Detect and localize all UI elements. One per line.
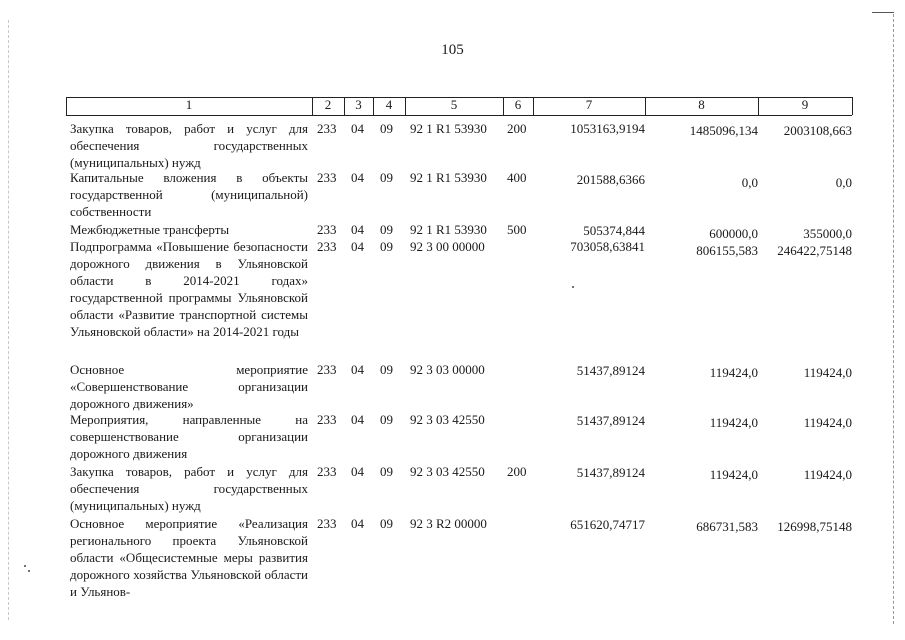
row-target-code: 92 3 03 42550: [410, 464, 485, 479]
row-subsection-code: 09: [380, 362, 393, 377]
row-admin-code: 233: [317, 412, 337, 427]
row-admin-code: 233: [317, 222, 337, 237]
row-section-code: 04: [351, 170, 364, 185]
row-admin-code: 233: [317, 516, 337, 531]
scan-speck: [28, 570, 30, 572]
row-description: Закупка товаров, работ и услуг для обеспечения государственных (муниципальных) нужд: [70, 464, 308, 513]
row-amount-col7: 51437,89124: [576, 363, 645, 378]
scan-speck: [572, 286, 574, 288]
row-amount-col9: 246422,75148: [777, 243, 852, 258]
row-amount-col8: 1485096,134: [689, 123, 758, 138]
row-amount-col8: 600000,0: [709, 226, 758, 241]
row-section-code: 04: [351, 222, 364, 237]
row-amount-col7: 703058,63841: [570, 239, 645, 254]
row-description: Подпрограмма «Повышение безопасности дорожного движения в Ульяновской области в 2014-2021 годах» государственной программы Ульяновской области «Развитие транспортной системы Ульяновской области» на 2014-2021 годы: [70, 239, 308, 339]
row-admin-code: 233: [317, 464, 337, 479]
row-amount-col8: 0,0: [741, 175, 758, 190]
column-header: 9: [801, 97, 809, 112]
row-target-code: 92 3 R2 00000: [410, 516, 487, 531]
column-header: 8: [698, 97, 705, 112]
row-subsection-code: 09: [380, 464, 393, 479]
row-description: Межбюджетные трансферты: [70, 222, 230, 237]
column-header: 4: [385, 97, 393, 112]
page-number: 105: [441, 42, 464, 58]
row-target-code: 92 3 03 42550: [410, 412, 485, 427]
scan-speck: [24, 565, 26, 567]
row-amount-col8: 686731,583: [696, 519, 758, 534]
row-amount-col8: 119424,0: [709, 365, 758, 380]
row-section-code: 04: [351, 121, 364, 136]
row-amount-col8: 119424,0: [709, 467, 758, 482]
row-target-code: 92 1 R1 53930: [410, 121, 487, 136]
row-subsection-code: 09: [380, 516, 393, 531]
column-header: 6: [514, 97, 522, 112]
row-target-code: 92 3 03 00000: [410, 362, 485, 377]
row-description: Основное мероприятие «Реализация регионального проекта Ульяновской области «Общесистемные меры развития дорожного хозяйства Ульяновской области и Ульянов-: [70, 516, 308, 599]
row-amount-col7: 51437,89124: [576, 465, 645, 480]
row-section-code: 04: [351, 362, 364, 377]
row-admin-code: 233: [317, 239, 337, 254]
row-section-code: 04: [351, 516, 364, 531]
row-amount-col8: 119424,0: [709, 415, 758, 430]
header-divider: [852, 97, 853, 115]
row-expense-type: 200: [507, 121, 527, 136]
row-amount-col9: 119424,0: [803, 467, 852, 482]
row-amount-col9: 119424,0: [803, 415, 852, 430]
row-amount-col9: 126998,75148: [777, 519, 852, 534]
row-amount-col7: 51437,89124: [576, 413, 645, 428]
row-target-code: 92 3 00 00000: [410, 239, 485, 254]
row-section-code: 04: [351, 239, 364, 254]
row-admin-code: 233: [317, 121, 337, 136]
row-description: Закупка товаров, работ и услуг для обеспечения государственных (муниципальных) нужд: [70, 121, 308, 170]
row-target-code: 92 1 R1 53930: [410, 222, 487, 237]
row-subsection-code: 09: [380, 121, 393, 136]
row-description: Капитальные вложения в объекты государственной (муниципальной) собственности: [70, 170, 308, 219]
row-amount-col7: 651620,74717: [570, 517, 645, 532]
column-header: 1: [185, 97, 193, 112]
column-header: 3: [355, 97, 362, 112]
row-expense-type: 400: [507, 170, 527, 185]
row-amount-col7: 201588,6366: [576, 172, 645, 187]
header-bottom-border: [66, 115, 852, 116]
row-expense-type: 500: [507, 222, 527, 237]
column-header: 7: [585, 97, 593, 112]
row-subsection-code: 09: [380, 170, 393, 185]
row-amount-col9: 355000,0: [803, 226, 852, 241]
row-target-code: 92 1 R1 53930: [410, 170, 487, 185]
row-description: Основное мероприятие «Совершенствование организации дорожного движения»: [70, 362, 308, 411]
column-header: 2: [324, 97, 332, 112]
row-expense-type: 200: [507, 464, 527, 479]
row-amount-col8: 806155,583: [696, 243, 758, 258]
row-admin-code: 233: [317, 362, 337, 377]
row-amount-col9: 2003108,663: [783, 123, 852, 138]
row-amount-col9: 119424,0: [803, 365, 852, 380]
row-section-code: 04: [351, 464, 364, 479]
row-amount-col7: 505374,844: [583, 223, 645, 238]
row-subsection-code: 09: [380, 222, 393, 237]
column-header: 5: [450, 97, 458, 112]
row-amount-col7: 1053163,9194: [570, 121, 645, 136]
row-section-code: 04: [351, 412, 364, 427]
row-subsection-code: 09: [380, 239, 393, 254]
row-admin-code: 233: [317, 170, 337, 185]
row-subsection-code: 09: [380, 412, 393, 427]
row-amount-col9: 0,0: [835, 175, 852, 190]
row-description: Мероприятия, направленные на совершенствование организации дорожного движения: [70, 412, 308, 461]
